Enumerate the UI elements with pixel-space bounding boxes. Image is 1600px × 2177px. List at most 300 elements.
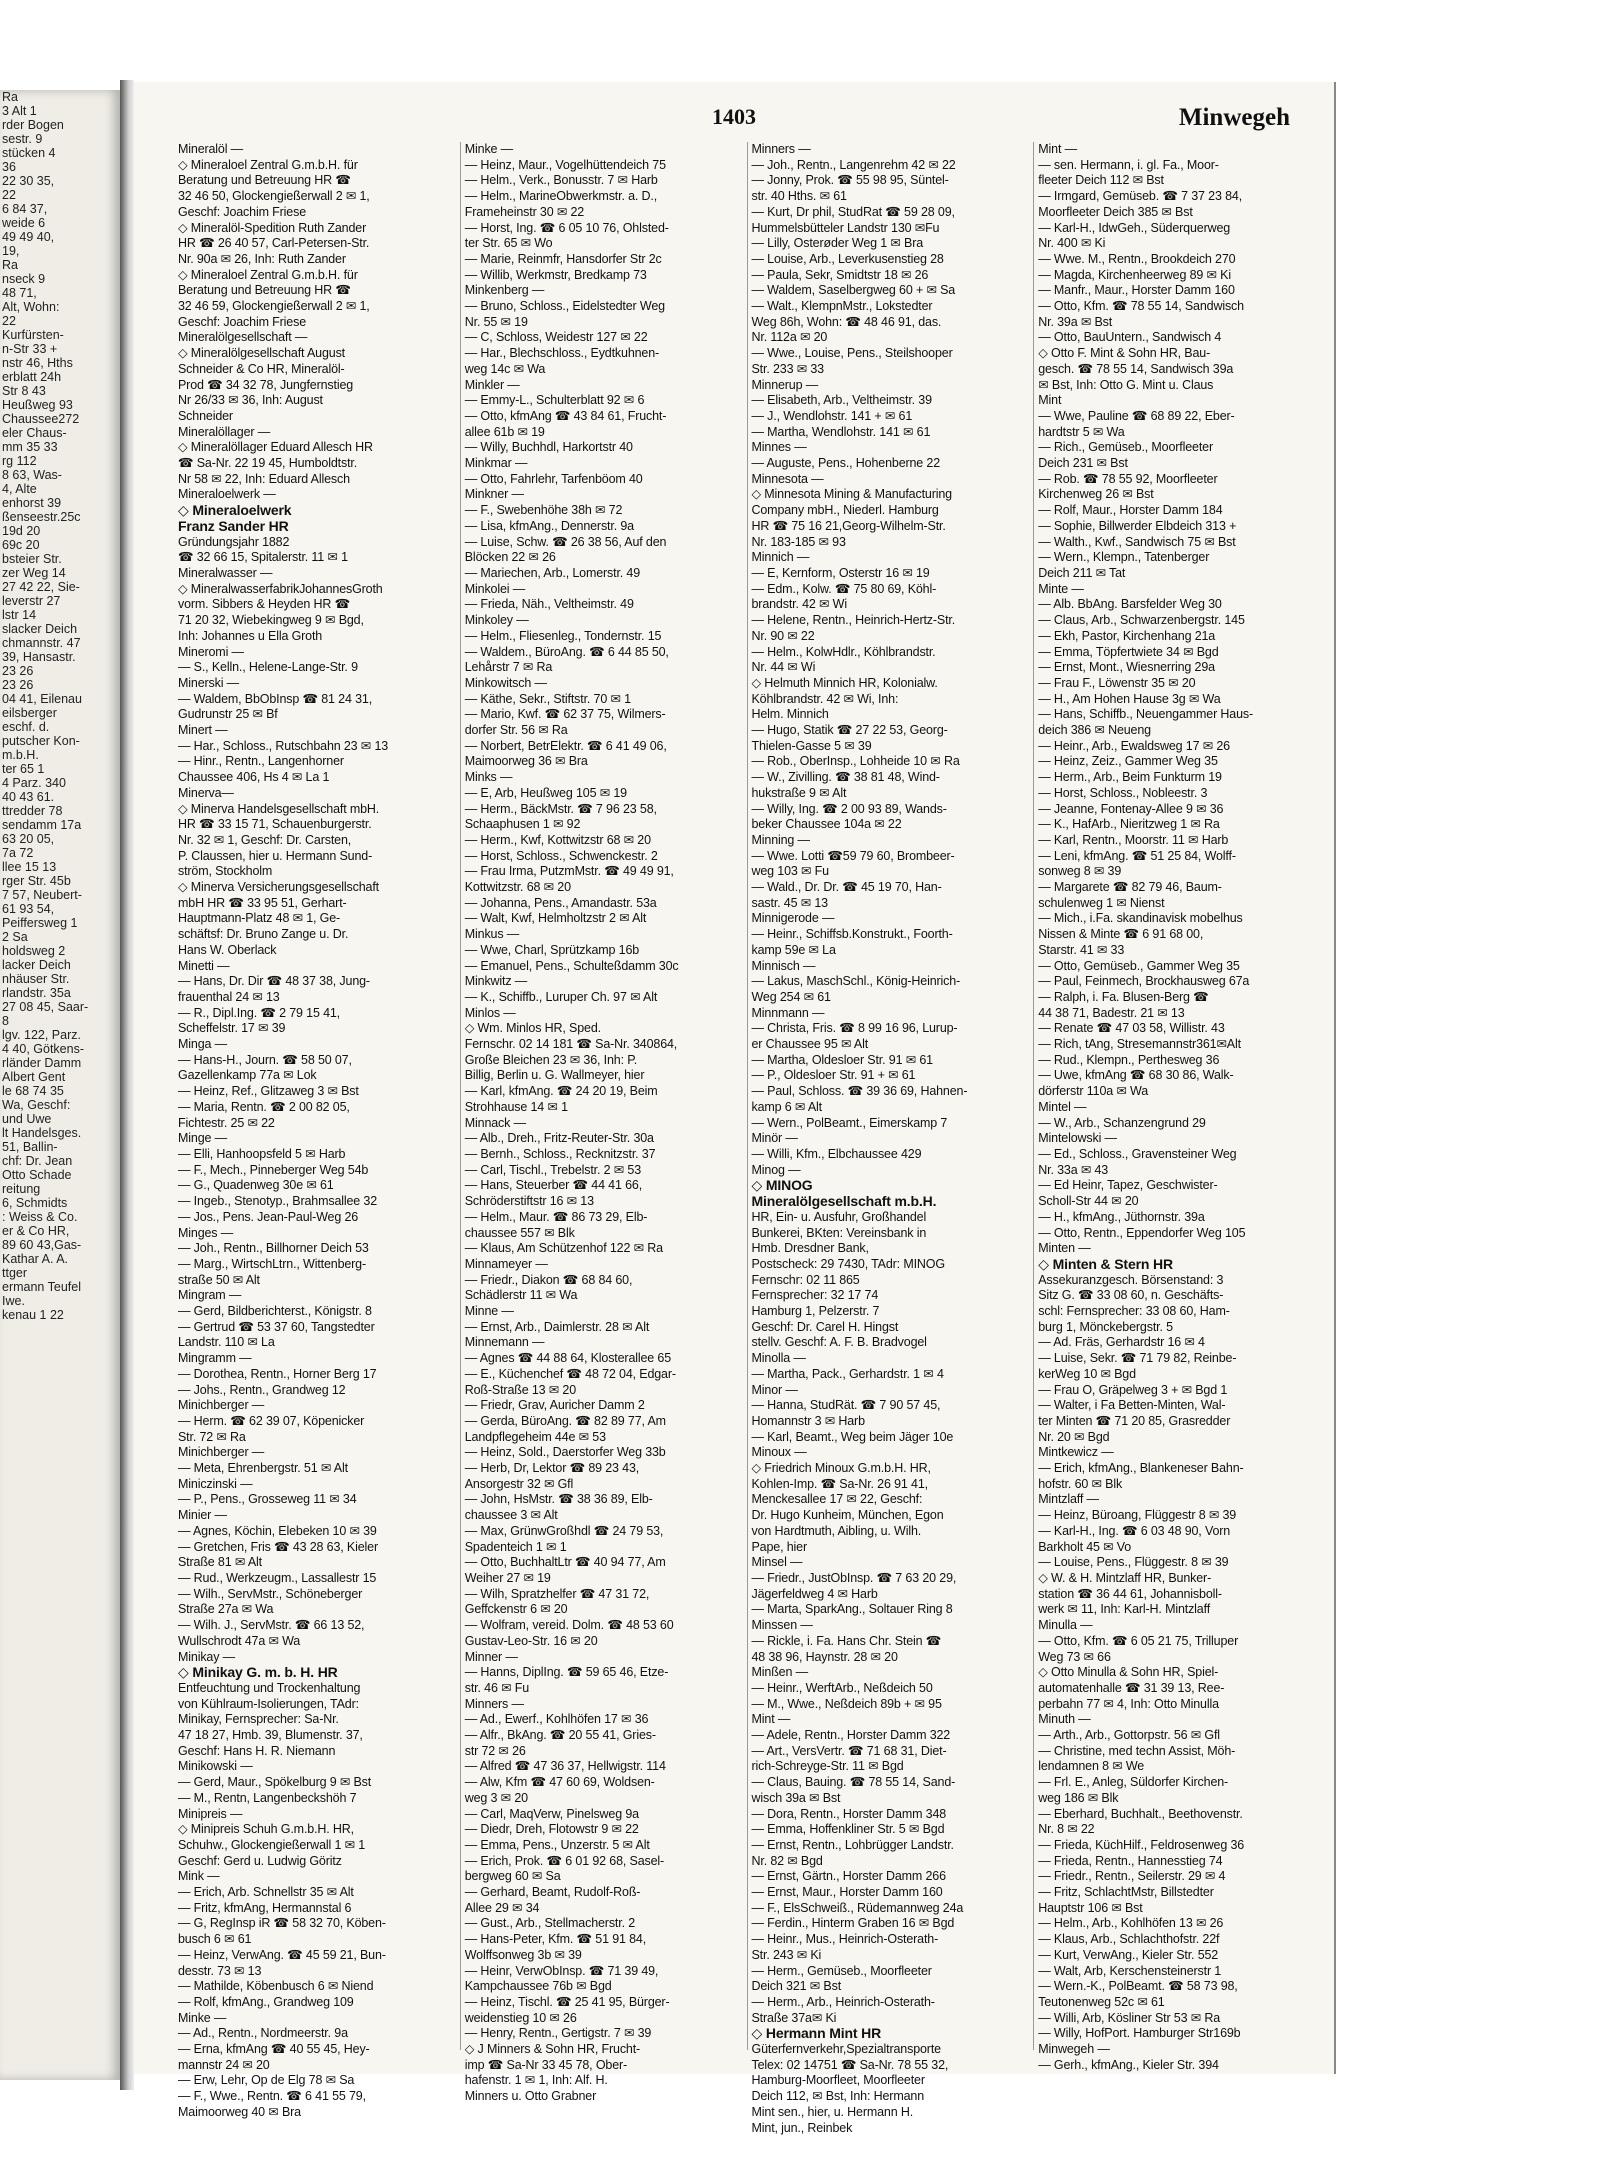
- entry-line: Gustav-Leo-Str. 16 ✉ 20: [464, 1633, 598, 1648]
- entry-line: — Alw, Kfm ☎ 47 60 69, Woldsen-: [464, 1775, 655, 1790]
- entry-line: — Helm., MarineObwerkmstr. a. D.,: [464, 189, 658, 204]
- entry-line: — Hinr., Rentn., Langenhorner: [178, 754, 344, 769]
- entry-line: — Ernst, Arb., Daimlerstr. 28 ✉ Alt: [464, 1319, 650, 1334]
- entry-line: Mint, jun., Reinbek: [751, 2120, 853, 2135]
- running-head: Minwegeh: [1178, 104, 1290, 131]
- entry-line: — Uwe, kfmAng ☎ 68 30 86, Walk-: [1038, 1068, 1234, 1083]
- entry-line: Hamburg 1, Pelzerstr. 7: [751, 1304, 880, 1319]
- entry-line: Fernschr: 02 11 865: [751, 1272, 860, 1287]
- directory-page: [134, 82, 1336, 2135]
- entry-line: Minnerup —: [751, 377, 819, 392]
- entry-line: Chaussee 406, Hs 4 ✉ La 1: [178, 770, 330, 785]
- facing-page-fragment: lacker Deich: [2, 958, 71, 972]
- entry-line: Minuth —: [1038, 1712, 1091, 1727]
- entry-line: ◇ Otto Minulla & Sohn HR, Spiel-: [1038, 1665, 1219, 1680]
- entry-line: Geschf: Joachim Friese: [178, 314, 306, 329]
- entry-line: — Lakus, MaschSchl., König-Heinrich-: [751, 974, 961, 989]
- facing-page-fragment: rländer Damm: [2, 1056, 82, 1070]
- entry-line: — Gerh., kfmAng., Kieler Str. 394: [1038, 2057, 1219, 2072]
- entry-line: Menckesallee 17 ✉ 22, Geschf:: [751, 1492, 923, 1507]
- facing-page-fragment: Chaussee272: [2, 412, 80, 426]
- entry-line: — Wwe, Pauline ☎ 68 89 22, Eber-: [1038, 408, 1235, 423]
- entry-line: Geschf: Dr. Carel H. Hingst: [751, 1319, 899, 1334]
- entry-line: Nr. 112a ✉ 20: [751, 330, 828, 345]
- entry-line: — Helm., Verk., Bonusstr. 7 ✉ Harb: [464, 173, 658, 188]
- entry-line: wisch 39a ✉ Bst: [751, 1790, 841, 1805]
- facing-page-fragment: sendamm 17a: [2, 818, 82, 832]
- entry-line: Minerva—: [178, 785, 234, 800]
- facing-page-fragment: chmannstr. 47: [2, 636, 81, 650]
- entry-line: — F., Swebenhöhe 38h ✉ 72: [464, 503, 623, 518]
- entry-line: Mineromi —: [178, 644, 244, 659]
- entry-line: Köhlbrandstr. 42 ✉ Wi, Inh:: [751, 691, 899, 706]
- entry-line: bergweg 60 ✉ Sa: [464, 1869, 561, 1884]
- facing-page-fragment: eler Chaus-: [2, 426, 67, 440]
- entry-line: schäftsf: Dr. Bruno Zange u. Dr.: [178, 927, 349, 942]
- entry-line: Hans W. Oberlack: [178, 942, 277, 957]
- entry-line: — Joh., Rentn., Langenrehm 42 ✉ 22: [751, 157, 956, 172]
- entry-line: Nr. 39a ✉ Bst: [1038, 314, 1113, 329]
- entry-line: Maimoorweg 36 ✉ Bra: [464, 754, 588, 769]
- entry-line: Str. 72 ✉ Ra: [178, 1429, 246, 1444]
- entry-line: str 72 ✉ 26: [464, 1743, 526, 1758]
- facing-page-fragment: 69c 20: [2, 538, 40, 552]
- facing-page-fragment: Ra: [2, 258, 18, 272]
- entry-line: desstr. 73 ✉ 13: [178, 1963, 262, 1978]
- facing-page-fragment: 4, Alte: [2, 482, 37, 496]
- directory-columns: [178, 142, 1314, 2135]
- entry-line: Minnameyer —: [464, 1256, 548, 1271]
- entry-line: Mint: [1038, 393, 1062, 408]
- entry-line: — Fritz, SchlachtMstr, Billstedter: [1038, 1885, 1214, 1900]
- entry-line: Beratung und Betreuung HR ☎: [178, 283, 351, 298]
- facing-page-fragment: 36: [2, 160, 16, 174]
- entry-line: — Adele, Rentn., Horster Damm 322: [751, 1728, 951, 1743]
- entry-line: Mintelowski —: [1038, 1131, 1117, 1146]
- entry-line: Nr. 32 ✉ 1, Geschf: Dr. Carsten,: [178, 832, 352, 847]
- facing-page-fragment: lstr 14: [2, 608, 37, 622]
- entry-line: vorm. Sibbers & Heyden HR ☎: [178, 597, 350, 612]
- entry-line: — Sophie, Billwerder Elbdeich 313 +: [1038, 518, 1237, 533]
- entry-line: Fernschr. 02 14 181 ☎ Sa-Nr. 340864,: [464, 1037, 678, 1052]
- entry-line: Fichtestr. 25 ✉ 22: [178, 1115, 275, 1130]
- facing-page-fragment: eschf. d.: [2, 720, 50, 734]
- entry-line: 71 20 32, Wiebekingweg 9 ✉ Bgd,: [178, 613, 364, 628]
- entry-line: — Mariechen, Arb., Lomerstr. 49: [464, 565, 641, 580]
- entry-line: Dr. Hugo Kunheim, München, Egon: [751, 1508, 944, 1523]
- facing-page-fragment: putscher Kon-: [2, 734, 80, 748]
- entry-line: — Carl, Tischl., Trebelstr. 2 ✉ 53: [464, 1162, 642, 1177]
- entry-line: Minkoley —: [464, 613, 529, 628]
- entry-line: — Jos., Pens. Jean-Paul-Weg 26: [178, 1209, 359, 1224]
- entry-line: ter Minten ☎ 71 20 85, Grasredder: [1038, 1413, 1231, 1428]
- entry-line: Weg 86h, Wohn: ☎ 48 46 91, das.: [751, 314, 942, 329]
- entry-line: — E., Küchenchef ☎ 48 72 04, Edgar-: [464, 1366, 676, 1381]
- entry-line: — Gerd, Bildberichterst., Königstr. 8: [178, 1304, 372, 1319]
- entry-line: Nr. 90 ✉ 22: [751, 628, 815, 643]
- entry-line: — Hanns, DiplIng. ☎ 59 65 46, Etze-: [464, 1665, 669, 1680]
- entry-line: Mint —: [751, 1712, 791, 1727]
- entry-line: Nr. 55 ✉ 19: [464, 314, 528, 329]
- entry-line: — Frau O, Gräpelweg 3 + ✉ Bgd 1: [1038, 1382, 1228, 1397]
- entry-line: Blöcken 22 ✉ 26: [464, 550, 556, 565]
- entry-line: Minsel —: [751, 1555, 803, 1570]
- entry-line: deich 386 ✉ Neueng: [1038, 723, 1151, 738]
- entry-line: Starstr. 41 ✉ 33: [1038, 942, 1125, 957]
- entry-line: HR ☎ 26 40 57, Carl-Petersen-Str.: [178, 236, 370, 251]
- entry-line: — C, Schloss, Weidestr 127 ✉ 22: [464, 330, 648, 345]
- entry-line: Hummelsbütteler Landstr 130 ✉Fu: [751, 220, 940, 235]
- entry-line: Minkowitsch —: [464, 675, 547, 690]
- entry-line: HR ☎ 75 16 21,Georg-Wilhelm-Str.: [751, 518, 946, 533]
- entry-line: — Rickle, i. Fa. Hans Chr. Stein ☎: [751, 1633, 942, 1648]
- entry-line: — Mich., i.Fa. skandinavisk mobelhus: [1038, 911, 1243, 926]
- entry-line: — Wern.-K., PolBeamt. ☎ 58 73 98,: [1038, 1979, 1238, 1994]
- entry-line: — Willi, Kfm., Elbchaussee 429: [751, 1147, 922, 1161]
- entry-line: Bunkerei, BKten: Vereinsbank in: [751, 1225, 927, 1240]
- entry-line: — Wern., PolBeamt., Eimerskamp 7: [751, 1115, 948, 1130]
- entry-line: ◇ Mineralöllager Eduard Allesch HR: [178, 440, 373, 455]
- entry-line: Nr. 400 ✉ Ki: [1038, 236, 1106, 251]
- entry-line: — Louise, Arb., Leverkusenstieg 28: [751, 251, 944, 266]
- facing-page-fragment: 04 41, Eilenau: [2, 692, 82, 706]
- entry-line: Mineralwasser —: [178, 565, 273, 580]
- entry-line: Nr. 8 ✉ 22: [1038, 1822, 1095, 1837]
- entry-line: — Heinz, Maur., Vogelhüttendeich 75: [464, 157, 666, 172]
- entry-line: Minnesota —: [751, 471, 824, 486]
- entry-line: Schaaphusen 1 ✉ 92: [464, 817, 581, 832]
- entry-line: — E, Arb, Heußweg 105 ✉ 19: [464, 785, 627, 800]
- entry-line: — J., Wendlohstr. 141 + ✉ 61: [751, 408, 913, 423]
- entry-line: — Heinz, Büroang, Flüggestr 8 ✉ 39: [1038, 1508, 1237, 1523]
- entry-line: Minssen —: [751, 1618, 813, 1633]
- entry-line: — Ed Heinr, Tapez, Geschwister-: [1038, 1178, 1218, 1193]
- entry-line: Minnmann —: [751, 1005, 825, 1020]
- entry-line: str. 46 ✉ Fu: [464, 1680, 530, 1695]
- entry-line: — Erich, Prok. ☎ 6 01 92 68, Sasel-: [464, 1853, 665, 1868]
- entry-line: — Hanna, StudRät. ☎ 7 90 57 45,: [751, 1398, 941, 1413]
- book-gutter: [120, 80, 134, 2090]
- entry-line: Deich 321 ✉ Bst: [751, 1979, 842, 1994]
- entry-line: HR ☎ 33 15 71, Schauenburgerstr.: [178, 817, 372, 832]
- entry-line: — Carl, MaqVerw, Pinelsweg 9a: [464, 1806, 639, 1821]
- facing-page-fragment: 4 40, Götkens-: [2, 1042, 84, 1056]
- entry-line: Weiher 27 ✉ 19: [464, 1570, 551, 1585]
- facing-page-fragment: 23 26: [2, 664, 34, 678]
- entry-line: kamp 59e ✉ La: [751, 942, 836, 957]
- entry-line: Hmb. Dresdner Bank,: [751, 1241, 869, 1256]
- entry-line: Maimoorweg 40 ✉ Bra: [178, 2104, 301, 2119]
- entry-line: — Karl, Rentn., Moorstr. 11 ✉ Harb: [1038, 832, 1229, 847]
- entry-line: — Horst, Schloss., Schwenckestr. 2: [464, 848, 658, 863]
- entry-line: — Waldem, BbObInsp ☎ 81 24 31,: [178, 691, 373, 706]
- column-2: [460, 142, 741, 2104]
- entry-line: ◇ Mineralölgesellschaft August: [178, 346, 346, 361]
- entry-line: — Herm., Arb., Beim Funkturm 19: [1038, 770, 1222, 785]
- entry-line: allee 61b ✉ 19: [464, 424, 545, 439]
- entry-line: Minkner —: [464, 487, 524, 502]
- facing-page-fragment: ßenseestr.25c: [2, 510, 81, 524]
- entry-line: Minne —: [464, 1304, 514, 1319]
- entry-line: Entfeuchtung und Trockenhaltung: [178, 1680, 361, 1695]
- entry-line: Deich 211 ✉ Tat: [1038, 565, 1126, 580]
- entry-line: — Erna, kfmAng ☎ 40 55 45, Hey-: [178, 2042, 370, 2057]
- facing-page-fragment: eilsberger: [2, 706, 57, 720]
- entry-line: Mingramm —: [178, 1351, 252, 1366]
- entry-line: burg 1, Mönckebergstr. 5: [1038, 1319, 1173, 1334]
- entry-line: — Irmgard, Gemüseb. ☎ 7 37 23 84,: [1038, 189, 1243, 204]
- entry-line: stellv. Geschf: A. F. B. Bradvogel: [751, 1335, 927, 1350]
- entry-line: hardtstr 5 ✉ Wa: [1038, 424, 1125, 439]
- entry-line: Minnich —: [751, 550, 810, 565]
- entry-line: — Hans-H., Journ. ☎ 58 50 07,: [178, 1052, 352, 1067]
- entry-line: — G, RegInsp iR ☎ 58 32 70, Köben-: [178, 1916, 386, 1931]
- entry-line: — Walter, i Fa Betten-Minten, Wal-: [1038, 1398, 1226, 1413]
- entry-line: schulenweg 1 ✉ Nienst: [1038, 895, 1165, 910]
- entry-line: — Herm., Kwf, Kottwitzstr 68 ✉ 20: [464, 832, 651, 847]
- facing-page-fragment: 2 Sa: [2, 930, 28, 944]
- entry-line: — Norbert, BetrElektr. ☎ 6 41 49 06,: [464, 738, 667, 753]
- entry-line: Pape, hier: [751, 1539, 807, 1554]
- entry-line: Wullschrodt 47a ✉ Wa: [178, 1633, 301, 1648]
- facing-page-fragment: 19d 20: [2, 524, 41, 538]
- entry-line: ◇ Friedrich Minoux G.m.b.H. HR,: [751, 1461, 931, 1476]
- entry-line: — Erich, Arb. Schnellstr 35 ✉ Alt: [178, 1885, 354, 1900]
- facing-page-fragment: ermann Teufel: [2, 1280, 81, 1294]
- entry-line: — Art., VersVertr. ☎ 71 68 31, Diet-: [751, 1743, 947, 1758]
- entry-line: — Karl-H., Ing. ☎ 6 03 48 90, Vorn: [1038, 1523, 1231, 1538]
- entry-line: — P., Pens., Grosseweg 11 ✉ 34: [178, 1492, 357, 1507]
- entry-line: — Emanuel, Pens., Schulteßdamm 30c: [464, 958, 679, 973]
- facing-page-fragment: kenau 1 22: [2, 1308, 64, 1322]
- entry-line: — Rob. ☎ 78 55 92, Moorfleeter: [1038, 471, 1218, 486]
- entry-line: Güterfernverkehr,Spezialtransporte: [751, 2042, 941, 2057]
- facing-page-fragment: 8: [2, 1014, 9, 1028]
- entry-line: station ☎ 36 44 61, Johannisboll-: [1038, 1586, 1222, 1601]
- facing-page-fragment: er & Co HR,: [2, 1224, 70, 1238]
- entry-line: — Herm. ☎ 62 39 07, Köpenicker: [178, 1413, 365, 1428]
- entry-line: 44 38 71, Badestr. 21 ✉ 13: [1038, 1005, 1185, 1020]
- entry-line: — Heinr., Arb., Ewaldsweg 17 ✉ 26: [1038, 738, 1230, 753]
- entry-line: — Johs., Rentn., Grandweg 12: [178, 1382, 346, 1397]
- entry-line: ◇ MINOG: [751, 1177, 813, 1194]
- entry-line: — Arth., Arb., Gottorpstr. 56 ✉ Gfl: [1038, 1728, 1220, 1743]
- entry-line: Mineralölgesellschaft m.b.H.: [751, 1193, 937, 1210]
- entry-line: — Karl, Beamt., Weg beim Jäger 10e: [751, 1429, 954, 1444]
- entry-line: — F., Mech., Pinneberger Weg 54b: [178, 1162, 369, 1177]
- entry-line: Minke —: [464, 142, 514, 156]
- entry-line: Schneider & Co HR, Mineralöl-: [178, 361, 345, 376]
- entry-line: kamp 6 ✉ Alt: [751, 1099, 823, 1114]
- entry-line: Billig, Berlin u. G. Wallmeyer, hier: [464, 1068, 645, 1083]
- entry-line: Nr 58 ✉ 22, Inh: Eduard Allesch: [178, 471, 350, 486]
- entry-line: Str. 243 ✉ Ki: [751, 1947, 822, 1962]
- entry-line: — Friedr., JustObInsp. ☎ 7 63 20 29,: [751, 1570, 957, 1585]
- entry-line: Thielen-Gasse 5 ✉ 39: [751, 738, 872, 753]
- entry-line: Kottwitzstr. 68 ✉ 20: [464, 880, 571, 895]
- entry-line: ◇ Minikay G. m. b. H. HR: [178, 1664, 338, 1681]
- entry-line: Nr. 20 ✉ Bgd: [1038, 1429, 1110, 1444]
- entry-line: Ansorgestr 32 ✉ Gfl: [464, 1476, 574, 1491]
- entry-line: Frameheinstr 30 ✉ 22: [464, 204, 585, 219]
- entry-line: Str. 233 ✉ 33: [751, 361, 824, 376]
- entry-line: Mint —: [1038, 142, 1077, 156]
- entry-line: Geschf: Joachim Friese: [178, 204, 306, 219]
- facing-page-fragment: m.b.H.: [2, 748, 39, 762]
- entry-line: Geffckenstr 6 ✉ 20: [464, 1602, 568, 1617]
- entry-line: Minert —: [178, 723, 228, 738]
- column-3: [747, 142, 1028, 2135]
- entry-line: Minetti —: [178, 958, 230, 973]
- entry-line: Beratung und Betreuung HR ☎: [178, 173, 351, 188]
- entry-line: weg 103 ✉ Fu: [751, 864, 829, 879]
- entry-line: — Wwe. M., Rentn., Brookdeich 270: [1038, 251, 1236, 266]
- entry-line: ◇ Helmuth Minnich HR, Kolonialw.: [751, 675, 938, 690]
- entry-line: Schneider: [178, 408, 233, 423]
- facing-page-fragment: 27 08 45, Saar-: [2, 1000, 89, 1014]
- entry-line: Minner —: [464, 1649, 518, 1664]
- entry-line: — Claus, Bauing. ☎ 78 55 14, Sand-: [751, 1775, 956, 1790]
- entry-line: Minerski —: [178, 675, 240, 690]
- entry-line: 32 46 50, Glockengießerwall 2 ✉ 1,: [178, 189, 370, 204]
- entry-line: Minoux —: [751, 1445, 807, 1460]
- entry-line: Minwegeh —: [1038, 2042, 1110, 2057]
- page-header: [134, 104, 1334, 134]
- entry-line: Miniczinski —: [178, 1476, 253, 1491]
- entry-line: — sen. Hermann, i. gl. Fa., Moor-: [1038, 157, 1219, 172]
- entry-line: — Marie, Reinmfr, Hansdorfer Str 2c: [464, 251, 662, 266]
- entry-line: Helm. Minnich: [751, 707, 829, 722]
- entry-line: — Wald., Dr. Dr. ☎ 45 19 70, Han-: [751, 880, 942, 895]
- facing-page-fragment: nstr 46, Hths: [2, 356, 73, 370]
- facing-page-fragment: n-Str 33 +: [2, 342, 58, 356]
- facing-page-fragment: Peiffersweg 1: [2, 916, 78, 930]
- entry-line: Geschf: Gerd u. Ludwig Göritz: [178, 1853, 342, 1868]
- entry-line: — Emma, Hoffenkliner Str. 5 ✉ Bgd: [751, 1822, 945, 1837]
- entry-line: Hamburg-Moorfleet, Moorfleeter: [751, 2073, 925, 2088]
- entry-line: Scholl-Str 44 ✉ 20: [1038, 1194, 1139, 1209]
- entry-line: — Käthe, Sekr., Stiftstr. 70 ✉ 1: [464, 691, 631, 706]
- entry-line: — Herb, Dr, Lektor ☎ 89 23 43,: [464, 1461, 640, 1476]
- facing-page-fragment: Albert Gent: [2, 1070, 66, 1084]
- entry-line: — Jeanne, Fontenay-Allee 9 ✉ 36: [1038, 801, 1224, 816]
- entry-line: — Heinz, Zeiz., Gammer Weg 35: [1038, 754, 1218, 769]
- facing-page-fragment: lt Handelsges.: [2, 1126, 82, 1140]
- facing-page-fragment: ttredder 78: [2, 804, 63, 818]
- entry-line: — Magda, Kirchenheerweg 89 ✉ Ki: [1038, 267, 1231, 282]
- entry-line: — Hans, Schiffb., Neuengammer Haus-: [1038, 707, 1254, 722]
- entry-line: Minor —: [751, 1382, 798, 1397]
- entry-line: — Paula, Sekr, Smidtstr 18 ✉ 26: [751, 267, 929, 282]
- entry-line: ◇ Mineraloel Zentral G.m.b.H. für: [178, 157, 358, 172]
- entry-line: — Auguste, Pens., Hohenberne 22: [751, 456, 941, 471]
- entry-line: sastr. 45 ✉ 13: [751, 895, 828, 910]
- entry-line: hukstraße 9 ✉ Alt: [751, 785, 847, 800]
- column-4: [1033, 142, 1314, 2072]
- entry-line: — Ralph, i. Fa. Blusen-Berg ☎: [1038, 989, 1209, 1004]
- entry-line: — Emma, Pens., Unzerstr. 5 ✉ Alt: [464, 1837, 650, 1852]
- entry-line: — Edm., Kolw. ☎ 75 80 69, Köhl-: [751, 581, 937, 596]
- entry-line: Minkmar —: [464, 456, 528, 471]
- entry-line: — Mario, Kwf. ☎ 62 37 75, Wilmers-: [464, 707, 666, 722]
- facing-page-fragment: 4 Parz. 340: [2, 776, 66, 790]
- facing-page-fragment: slacker Deich: [2, 622, 78, 636]
- entry-line: — Wwe. Lotti ☎59 79 60, Brombeer-: [751, 848, 955, 863]
- entry-line: — Walt, Arb, Kerschensteinerstr 1: [1038, 1963, 1222, 1978]
- entry-line: — Paul, Schloss. ☎ 39 36 69, Hahnen-: [751, 1084, 968, 1099]
- entry-line: ström, Stockholm: [178, 864, 273, 879]
- facing-page-fragment: 89 60 43,Gas-: [2, 1238, 82, 1252]
- entry-line: — Wolfram, vereid. Dolm. ☎ 48 53 60: [464, 1618, 674, 1633]
- entry-line: Fernsprecher: 32 17 74: [751, 1288, 879, 1303]
- entry-line: fleeter Deich 112 ✉ Bst: [1038, 173, 1164, 188]
- facing-page-fragment: 51, Ballin-: [2, 1140, 58, 1154]
- entry-line: — P., Oldesloer Str. 91 + ✉ 61: [751, 1068, 916, 1083]
- entry-line: — Ernst, Mont., Wiesnerring 29a: [1038, 660, 1215, 675]
- entry-line: Kampchaussee 76b ✉ Bgd: [464, 1979, 612, 1994]
- entry-line: Allee 29 ✉ 34: [464, 1900, 540, 1915]
- entry-line: Minga —: [178, 1037, 227, 1052]
- page-number: 1403: [712, 104, 756, 129]
- entry-line: — Friedr., Diakon ☎ 68 84 60,: [464, 1272, 633, 1287]
- entry-line: Schuhw., Glockengießerwall 1 ✉ 1: [178, 1837, 366, 1852]
- entry-line: Telex: 02 14751 ☎ Sa-Nr. 78 55 32,: [751, 2057, 949, 2072]
- entry-line: — Paul, Feinmech, Brockhausweg 67a: [1038, 974, 1250, 989]
- entry-line: Minte —: [1038, 581, 1084, 596]
- facing-page-fragment: 48 71,: [2, 286, 37, 300]
- entry-line: — Otto, BauUntern., Sandwisch 4: [1038, 330, 1222, 345]
- facing-page-fragment: 39, Hansastr.: [2, 650, 76, 664]
- entry-line: — Alfred ☎ 47 36 37, Hellwigstr. 114: [464, 1759, 666, 1774]
- entry-line: mbH HR ☎ 33 95 51, Gerhart-: [178, 895, 347, 910]
- entry-line: — Gerd, Maur., Spökelburg 9 ✉ Bst: [178, 1775, 372, 1790]
- entry-line: — Martha, Pack., Gerhardstr. 1 ✉ 4: [751, 1366, 944, 1381]
- entry-line: Moorfleeter Deich 385 ✉ Bst: [1038, 204, 1193, 219]
- entry-line: schl: Fernsprecher: 33 08 60, Ham-: [1038, 1304, 1230, 1319]
- entry-line: Jägerfeldweg 4 ✉ Harb: [751, 1586, 878, 1601]
- facing-page-fragment: 6 84 37,: [2, 202, 48, 216]
- entry-line: — Wwe., Louise, Pens., Steilshooper: [751, 346, 953, 361]
- entry-line: — R., Dipl.Ing. ☎ 2 79 15 41,: [178, 1005, 340, 1020]
- entry-line: Minier —: [178, 1508, 227, 1523]
- entry-line: perbahn 77 ✉ 4, Inh: Otto Minulla: [1038, 1696, 1219, 1711]
- entry-line: ter Str. 65 ✉ Wo: [464, 236, 553, 251]
- entry-line: Mingram —: [178, 1288, 242, 1303]
- entry-line: — Marta, SparkAng., Soltauer Ring 8: [751, 1602, 953, 1617]
- entry-line: Strohhause 14 ✉ 1: [464, 1099, 568, 1114]
- entry-line: — Rud., Werkzeugm., Lassallestr 15: [178, 1570, 377, 1585]
- facing-page-fragment: Str 8 43: [2, 384, 46, 398]
- facing-page-fragment: rg 112: [2, 454, 37, 468]
- entry-line: — Martha, Wendlohstr. 141 ✉ 61: [751, 424, 931, 439]
- facing-page-fragment: 23 26: [2, 678, 34, 692]
- entry-line: Landpflegeheim 44e ✉ 53: [464, 1429, 606, 1444]
- entry-line: — Hans, Steuerber ☎ 44 41 66,: [464, 1178, 643, 1193]
- entry-line: Scheffelstr. 17 ✉ 39: [178, 1021, 286, 1036]
- entry-line: — Bruno, Schloss., Eidelstedter Weg: [464, 299, 665, 314]
- entry-line: — Otto, Kfm. ☎ 6 05 21 75, Trilluper: [1038, 1633, 1239, 1648]
- entry-line: — Willy, Buchhdl, Harkortstr 40: [464, 440, 633, 455]
- entry-line: P. Claussen, hier u. Hermann Sund-: [178, 848, 373, 863]
- entry-line: ✉ Bst, Inh: Otto G. Mint u. Claus: [1038, 377, 1214, 392]
- entry-line: — Ad., Ewerf., Kohlhöfen 17 ✉ 36: [464, 1712, 649, 1727]
- entry-line: lendamnen 8 ✉ We: [1038, 1759, 1145, 1774]
- entry-line: Assekuranzgesch. Börsenstand: 3: [1038, 1272, 1224, 1287]
- entry-line: Minners u. Otto Grabner: [464, 2089, 597, 2104]
- entry-line: ◇ Minipreis Schuh G.m.b.H. HR,: [178, 1822, 354, 1837]
- facing-page-fragment: : Weiss & Co.: [2, 1210, 78, 1224]
- facing-page-fragment: und Uwe: [2, 1112, 52, 1126]
